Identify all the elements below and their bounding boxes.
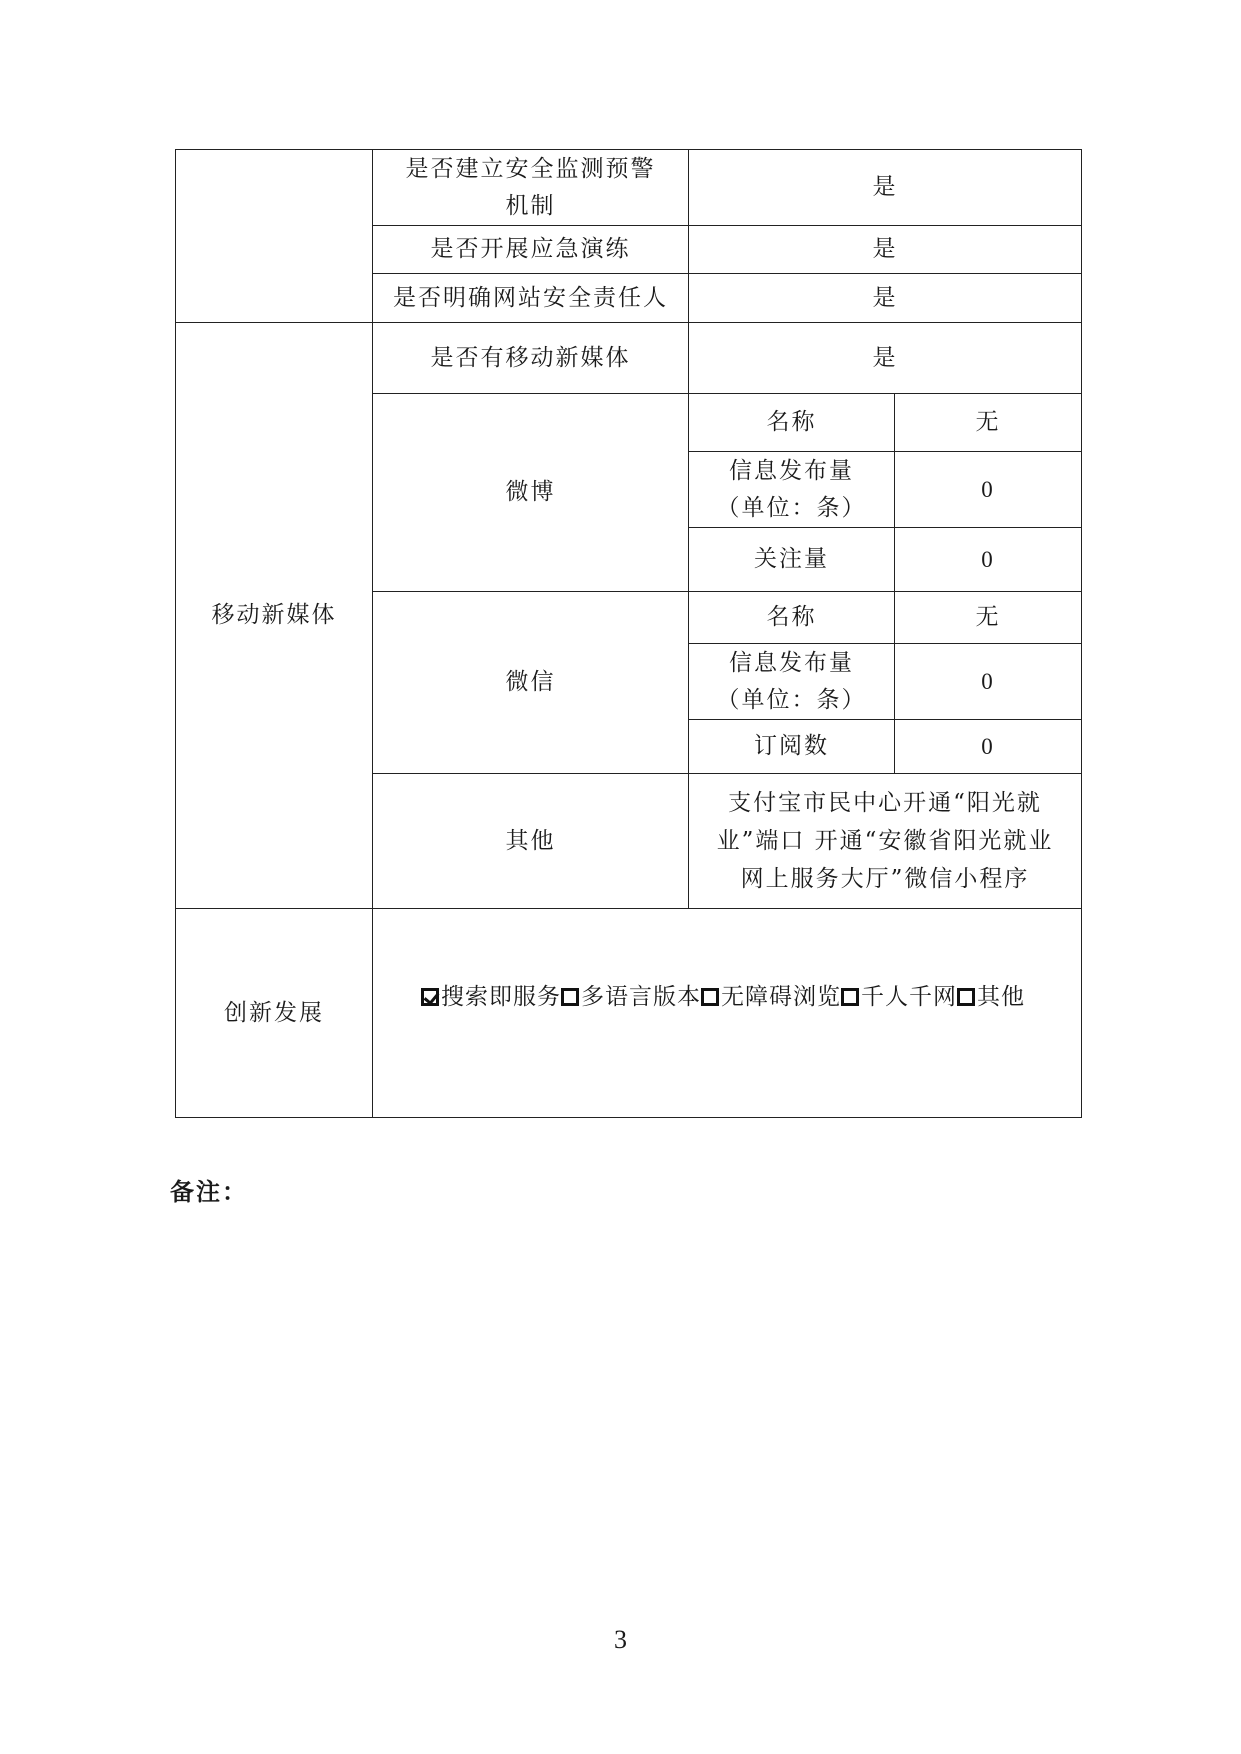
wechat-posts-label-line-1: 信息发布量 (729, 649, 854, 676)
option-accessibility[interactable] (701, 984, 841, 1010)
option-multilingual-label: 多语言版本 (581, 984, 701, 1010)
weibo-followers-value: 0 (895, 528, 1082, 592)
other-value (689, 774, 1082, 909)
innovation-options (421, 979, 1075, 1016)
weibo-posts-value: 0 (895, 452, 1082, 528)
option-multilingual[interactable] (561, 984, 701, 1010)
wechat-name-value: 无 (895, 592, 1082, 644)
option-personalized-label: 千人千网 (861, 984, 957, 1010)
security-section-cell (176, 150, 373, 323)
wechat-name-label: 名称 (689, 592, 895, 644)
wechat-label: 微信 (373, 592, 689, 774)
emergency-drill-label: 是否开展应急演练 (373, 226, 689, 274)
checkbox-icon[interactable] (957, 988, 975, 1006)
innovation-options-cell (373, 909, 1082, 1118)
option-other[interactable] (957, 984, 1025, 1010)
weibo-followers-label: 关注量 (689, 528, 895, 592)
weibo-posts-label (689, 452, 895, 528)
security-owner-label: 是否明确网站安全责任人 (373, 274, 689, 323)
security-owner-value: 是 (689, 274, 1082, 323)
weibo-label: 微博 (373, 394, 689, 592)
wechat-posts-label (689, 644, 895, 720)
checkbox-icon[interactable] (841, 988, 859, 1006)
option-personalized[interactable] (841, 984, 957, 1010)
other-value-line-2: 业”端口 开通“安徽省阳光就业 (716, 828, 1054, 854)
weibo-posts-label-line-1: 信息发布量 (729, 457, 854, 484)
wechat-posts-label-line-2: （单位：条） (716, 686, 867, 713)
other-value-line-1: 支付宝市民中心开通“阳光就 (728, 790, 1042, 816)
wechat-subscribers-value: 0 (895, 720, 1082, 774)
monitoring-warning-label (373, 150, 689, 226)
other-value-line-3: 网上服务大厅”微信小程序 (740, 866, 1030, 892)
has-media-label: 是否有移动新媒体 (373, 323, 689, 394)
monitoring-warning-label-line-2: 机制 (505, 192, 556, 219)
option-search-as-service-label: 搜索即服务 (441, 984, 561, 1010)
option-search-as-service[interactable] (421, 984, 561, 1010)
weibo-name-label: 名称 (689, 394, 895, 452)
option-accessibility-label: 无障碍浏览 (721, 984, 841, 1010)
monitoring-warning-value: 是 (689, 150, 1082, 226)
media-section-label: 移动新媒体 (176, 323, 373, 909)
checkbox-icon[interactable] (561, 988, 579, 1006)
checkbox-icon[interactable] (701, 988, 719, 1006)
option-other-label: 其他 (977, 984, 1025, 1010)
other-label: 其他 (373, 774, 689, 909)
report-table (175, 149, 1082, 1118)
monitoring-warning-label-line-1: 是否建立安全监测预警 (405, 155, 656, 182)
innovation-label: 创新发展 (176, 909, 373, 1118)
weibo-posts-label-line-2: （单位：条） (716, 494, 867, 521)
weibo-name-value: 无 (895, 394, 1082, 452)
wechat-subscribers-label: 订阅数 (689, 720, 895, 774)
page-number: 3 (614, 1625, 627, 1654)
remark-label: 备注： (170, 1177, 248, 1206)
emergency-drill-value: 是 (689, 226, 1082, 274)
wechat-posts-value: 0 (895, 644, 1082, 720)
has-media-value: 是 (689, 323, 1082, 394)
checked-checkbox-icon[interactable] (421, 988, 439, 1006)
